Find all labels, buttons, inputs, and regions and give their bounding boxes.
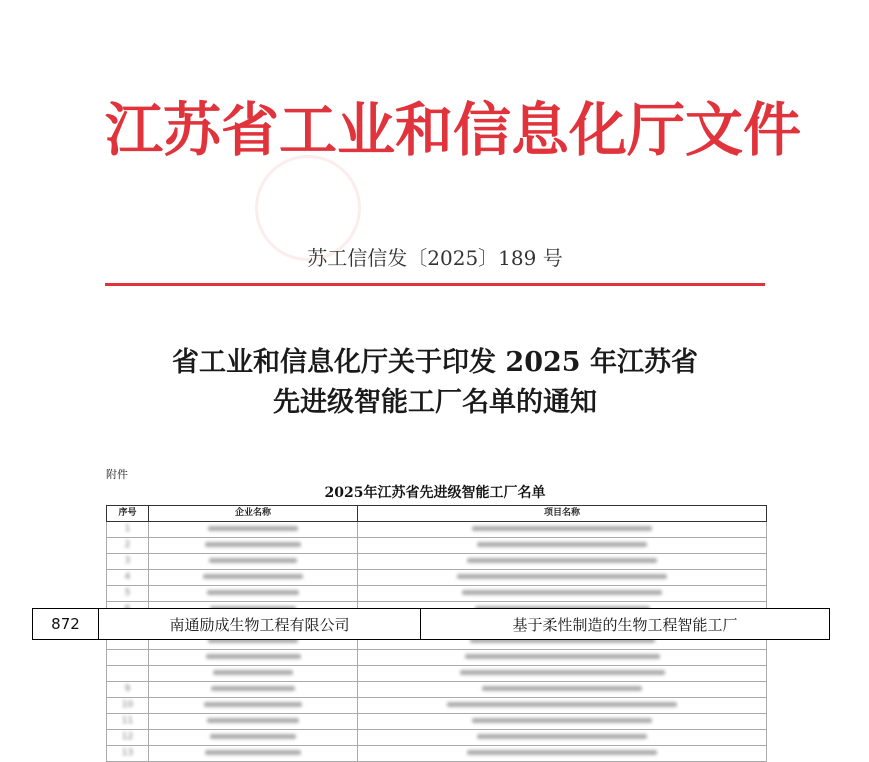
row-company-cell [149, 650, 358, 666]
redacted-text [205, 542, 301, 547]
redacted-text [207, 590, 299, 595]
row-project-cell [358, 586, 767, 602]
table-row [107, 650, 767, 666]
attachment-label: 附件 [106, 468, 128, 481]
row-company-cell [149, 586, 358, 602]
row-company-cell [149, 570, 358, 586]
redacted-text [209, 558, 297, 563]
highlighted-table-row [32, 608, 830, 640]
row-project-cell [358, 570, 767, 586]
redacted-text [460, 670, 665, 675]
row-company-cell [149, 554, 358, 570]
highlight-number: 872 [33, 609, 99, 639]
row-project-cell [358, 746, 767, 762]
row-project-cell [358, 698, 767, 714]
redacted-text [467, 558, 657, 563]
table-row [107, 570, 767, 586]
row-project-cell [358, 666, 767, 682]
table-row [107, 730, 767, 746]
row-company-cell [149, 730, 358, 746]
row-project-cell [358, 714, 767, 730]
notice-title-line-2: 先进级智能工厂名单的通知 [273, 387, 597, 418]
redacted-text [210, 734, 296, 739]
redacted-text [211, 686, 295, 691]
redacted-text [477, 734, 647, 739]
table-row [107, 666, 767, 682]
row-number-cell: 9 [107, 682, 149, 698]
row-project-cell [358, 554, 767, 570]
document-masthead: 江苏省工业和信息化厅文件 [105, 96, 802, 164]
row-company-cell [149, 682, 358, 698]
table-row [107, 746, 767, 762]
redacted-text [465, 654, 660, 659]
list-title: 2025年江苏省先进级智能工厂名单 [324, 485, 546, 501]
row-number-cell: 11 [107, 714, 149, 730]
redacted-text [203, 574, 303, 579]
notice-title [105, 343, 765, 423]
row-project-cell [358, 538, 767, 554]
row-number-cell [107, 666, 149, 682]
row-project-cell [358, 730, 767, 746]
row-company-cell [149, 714, 358, 730]
redacted-text [208, 526, 298, 531]
redacted-text [472, 718, 652, 723]
row-number-cell: 12 [107, 730, 149, 746]
redacted-text [482, 686, 642, 691]
table-row [107, 554, 767, 570]
row-number-cell: 5 [107, 586, 149, 602]
row-company-cell [149, 746, 358, 762]
redacted-text [467, 750, 657, 755]
row-number-cell: 3 [107, 554, 149, 570]
row-number-cell: 4 [107, 570, 149, 586]
table-row [107, 714, 767, 730]
table-row [107, 682, 767, 698]
redacted-text [204, 702, 302, 707]
table-row [107, 538, 767, 554]
row-number-cell: 2 [107, 538, 149, 554]
redacted-text [472, 526, 652, 531]
notice-title-line-1: 省工业和信息化厅关于印发 2025 年江苏省 [172, 347, 698, 378]
red-divider-line [105, 283, 765, 286]
row-company-cell [149, 538, 358, 554]
row-number-cell: 10 [107, 698, 149, 714]
highlight-company: 南通励成生物工程有限公司 [99, 609, 421, 639]
row-number-cell [107, 650, 149, 666]
highlight-project: 基于柔性制造的生物工程智能工厂 [512, 615, 738, 634]
row-company-cell [149, 698, 358, 714]
row-project-cell [358, 522, 767, 538]
header-company: 企业名称 [149, 506, 358, 522]
redacted-text [477, 542, 647, 547]
table-row [107, 586, 767, 602]
table-header-row [107, 506, 767, 522]
row-number-cell: 13 [107, 746, 149, 762]
redacted-text [205, 750, 301, 755]
redacted-text [447, 702, 677, 707]
redacted-text [207, 718, 299, 723]
redacted-text [462, 590, 662, 595]
document-number: 苏工信信发〔2025〕189 号 [307, 246, 563, 270]
row-number-cell: 1 [107, 522, 149, 538]
row-company-cell [149, 666, 358, 682]
redacted-text [206, 654, 301, 659]
redacted-text [457, 574, 667, 579]
header-number: 序号 [107, 506, 149, 522]
row-project-cell [358, 682, 767, 698]
table-row [107, 698, 767, 714]
header-project: 项目名称 [358, 506, 767, 522]
row-project-cell [358, 650, 767, 666]
redacted-text [213, 670, 293, 675]
row-company-cell [149, 522, 358, 538]
table-row [107, 522, 767, 538]
blurred-table-body [107, 522, 767, 762]
